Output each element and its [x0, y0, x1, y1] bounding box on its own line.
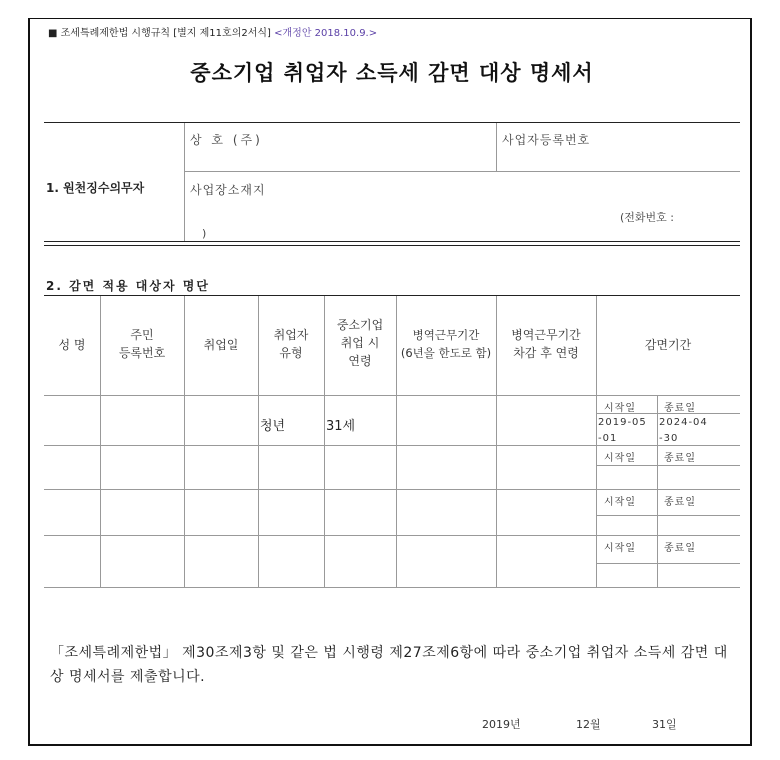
- col-header-employee-type: 취업자 유형: [273, 328, 309, 360]
- row1-subrule: [596, 413, 740, 414]
- section1-inner-rule: [184, 171, 740, 172]
- header-bottom-rule: [44, 395, 740, 396]
- row1-end-date-line1: 2024-04: [659, 417, 708, 428]
- row3-end-label: 종료일: [664, 497, 696, 508]
- phone-label: (전화번호 :: [620, 211, 674, 224]
- row3-start-label: 시작일: [604, 497, 636, 508]
- revision-note: <개정안 2018.10.9.>: [274, 28, 378, 39]
- business-registration-label: 사업자등록번호: [502, 133, 591, 147]
- row1-end-date-line2: -30: [659, 433, 679, 444]
- row4-end-label: 종료일: [664, 543, 696, 554]
- col-header-adjusted-age: 병역근무기간 차감 후 연령: [511, 328, 581, 360]
- col-divider-8: [657, 395, 658, 588]
- row1-bottom-rule: [44, 445, 740, 446]
- company-name-label: 상 호 (주): [190, 133, 263, 147]
- section1-divider: [184, 123, 185, 241]
- phone-close: ): [202, 227, 207, 240]
- col-header-resident-number: 주민 등록번호: [118, 328, 166, 360]
- row4-start-label: 시작일: [604, 543, 636, 554]
- section1-bottom-rule-2: [44, 245, 740, 246]
- row1-employee-type: 청년: [260, 419, 286, 434]
- row1-start-label: 시작일: [604, 403, 636, 414]
- row3-subrule: [596, 515, 740, 516]
- row1-start-date-line2: -01: [598, 433, 618, 444]
- row2-start-label: 시작일: [604, 453, 636, 464]
- row1-end-label: 종료일: [664, 403, 696, 414]
- row2-end-label: 종료일: [664, 453, 696, 464]
- col-header-age-at-hire: 중소기업 취업 시 연령: [336, 318, 384, 368]
- section2-label: 2. 감면 적용 대상자 명단: [46, 279, 210, 293]
- table-bottom-rule: [44, 587, 740, 588]
- section1-label: 1. 원천징수의무자: [46, 181, 145, 195]
- date-day: 31일: [652, 718, 677, 731]
- date-year: 2019년: [482, 718, 521, 731]
- section1-mid-divider: [496, 123, 497, 171]
- table-top-rule: [44, 295, 740, 296]
- col-header-employment-date: 취업일: [203, 338, 239, 352]
- date-month: 12월: [576, 718, 601, 731]
- section1-bottom-rule-1: [44, 241, 740, 242]
- col-header-name: 성 명: [58, 338, 86, 352]
- col-header-reduction-period: 감면기간: [644, 338, 692, 352]
- row2-bottom-rule: [44, 489, 740, 490]
- row1-age: 31세: [326, 419, 356, 434]
- row1-start-date-line1: 2019-05: [598, 417, 647, 428]
- row4-subrule: [596, 563, 740, 564]
- section1-top-rule: [44, 122, 740, 123]
- form-frame: [28, 18, 752, 746]
- row2-subrule: [596, 465, 740, 466]
- declaration-text: 「조세특례제한법」 제30조제3항 및 같은 법 시행령 제27조제6항에 따라 중소기업 취업자 소득세 감면 대상 명세서를 제출합니다.: [50, 645, 728, 685]
- document-title: 중소기업 취업자 소득세 감면 대상 명세서: [190, 61, 594, 85]
- form-reference: ■ 조세특례제한법 시행규칙 [별지 제11호의2서식]: [48, 28, 271, 39]
- col-header-military-period: 병역근무기간 (6년을 한도로 함): [400, 328, 492, 360]
- business-address-label: 사업장소재지: [190, 183, 266, 197]
- row3-bottom-rule: [44, 535, 740, 536]
- form-header-note: [48, 24, 377, 39]
